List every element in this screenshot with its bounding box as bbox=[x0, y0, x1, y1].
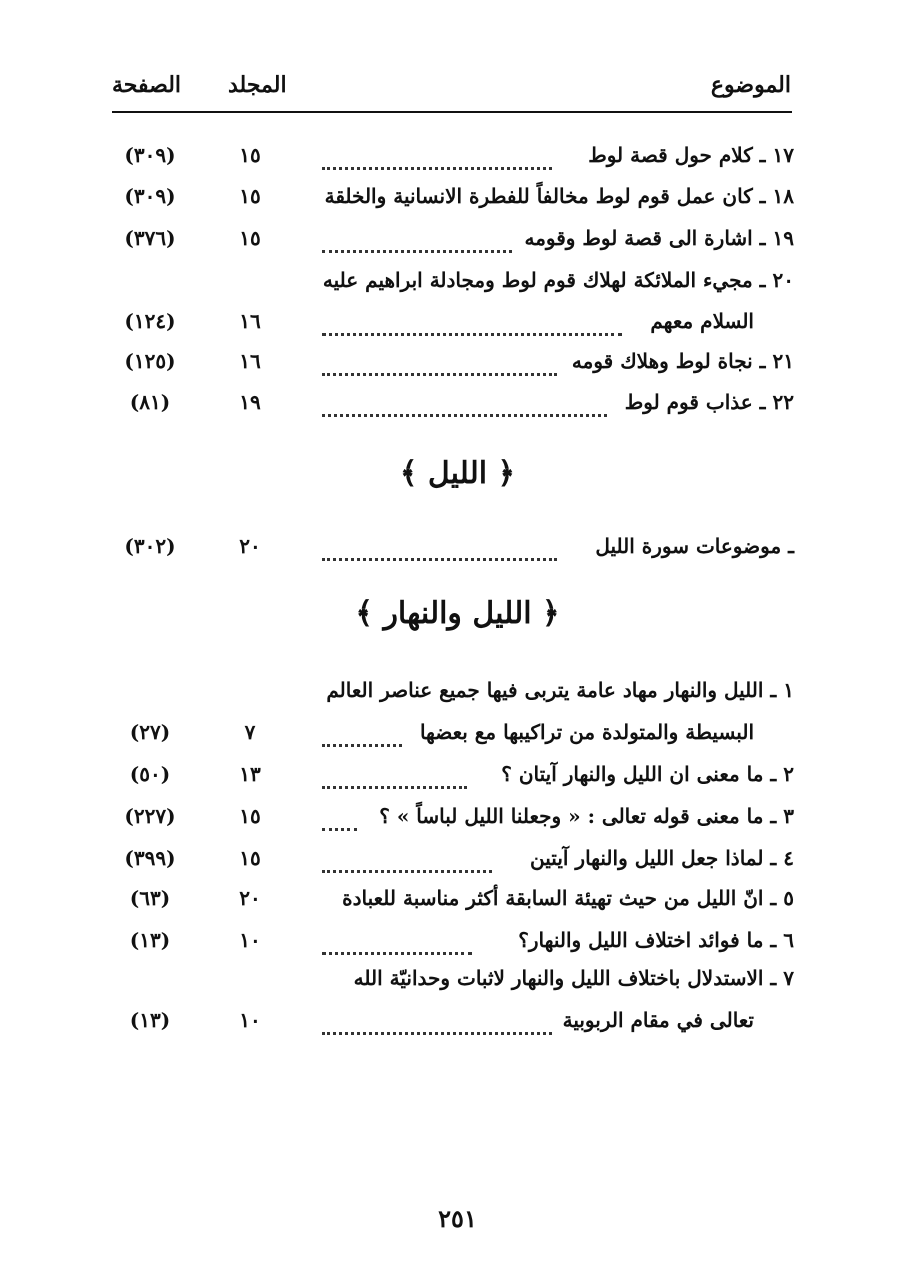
entry-page: (٥٠) bbox=[129, 762, 171, 786]
entry-page: (٣٩٩) bbox=[124, 846, 176, 870]
entry-text: تعالى في مقام الربوبية bbox=[562, 1008, 754, 1032]
entry-page: (٣٧٦) bbox=[124, 226, 176, 250]
index-row bbox=[110, 349, 794, 385]
entry-volume: ١٦ bbox=[239, 309, 261, 333]
entry-page: (٢٧) bbox=[129, 720, 171, 744]
entry-volume: ١٥ bbox=[239, 846, 261, 870]
entry-text: ـ موضوعات سورة الليل bbox=[595, 534, 794, 558]
index-row bbox=[110, 1008, 794, 1044]
index-row bbox=[110, 143, 794, 179]
entry-volume: ١٩ bbox=[239, 390, 261, 414]
header-rule bbox=[112, 111, 792, 113]
entry-text: ٧ ـ الاستدلال باختلاف الليل والنهار لاثبات وحدانيّة الله bbox=[353, 966, 794, 990]
index-row bbox=[110, 928, 794, 964]
entry-volume: ١٦ bbox=[239, 349, 261, 373]
index-row bbox=[110, 804, 794, 840]
entry-text: ٢ ـ ما معنى ان الليل والنهار آيتان ؟ bbox=[501, 762, 794, 786]
index-row bbox=[110, 846, 794, 882]
leader-dots bbox=[322, 558, 557, 561]
leader-dots bbox=[322, 952, 472, 955]
column-header-page: الصفحة bbox=[112, 72, 182, 98]
entry-text: السلام معهم bbox=[650, 309, 754, 333]
section-title-layl: ﴿ الليل ﴾ bbox=[399, 456, 516, 491]
leader-dots bbox=[322, 870, 492, 873]
entry-text: ١٧ ـ كلام حول قصة لوط bbox=[588, 143, 794, 167]
entry-page: (٣٠٩) bbox=[124, 143, 176, 167]
entry-text: ٦ ـ ما فوائد اختلاف الليل والنهار؟ bbox=[518, 928, 794, 952]
entry-text: ٥ ـ انّ الليل من حيث تهيئة السابقة أكثر مناسبة للعبادة bbox=[342, 886, 794, 910]
index-row bbox=[110, 268, 794, 304]
entry-text: ١٨ ـ كان عمل قوم لوط مخالفاً للفطرة الانسانية والخلقة bbox=[324, 184, 794, 208]
index-row bbox=[110, 309, 794, 345]
entry-volume: ٢٠ bbox=[239, 534, 261, 558]
entry-volume: ١٥ bbox=[239, 226, 261, 250]
entry-page: (١٣) bbox=[129, 928, 171, 952]
entry-page: (٨١) bbox=[129, 390, 171, 414]
entry-page: (١٢٥) bbox=[124, 349, 176, 373]
leader-dots bbox=[322, 250, 512, 253]
entry-text: ٢١ ـ نجاة لوط وهلاك قومه bbox=[571, 349, 794, 373]
entry-page: (٦٣) bbox=[129, 886, 171, 910]
index-row bbox=[110, 966, 794, 1002]
entry-text: البسيطة والمتولدة من تراكيبها مع بعضها bbox=[419, 720, 754, 744]
section-title-layl-nahar: ﴿ الليل والنهار ﴾ bbox=[355, 596, 560, 631]
entry-text: ٣ ـ ما معنى قوله تعالى : « وجعلنا الليل لباساً » ؟ bbox=[379, 804, 794, 828]
index-row bbox=[110, 390, 794, 426]
index-row bbox=[110, 762, 794, 798]
entry-volume: ١٠ bbox=[239, 928, 261, 952]
leader-dots bbox=[322, 828, 357, 831]
index-row bbox=[110, 720, 794, 756]
leader-dots bbox=[322, 744, 402, 747]
entry-volume: ١٠ bbox=[239, 1008, 261, 1032]
leader-dots bbox=[322, 373, 557, 376]
entry-page: (١٣) bbox=[129, 1008, 171, 1032]
entry-page: (٢٢٧) bbox=[124, 804, 176, 828]
entry-text: ١ ـ الليل والنهار مهاد عامة يتربى فيها جميع عناصر العالم bbox=[326, 678, 794, 702]
entry-volume: ١٥ bbox=[239, 804, 261, 828]
entry-page: (٣٠٢) bbox=[124, 534, 176, 558]
entry-text: ٢٢ ـ عذاب قوم لوط bbox=[624, 390, 794, 414]
column-header-volume: المجلد bbox=[228, 72, 287, 98]
index-row bbox=[110, 534, 794, 570]
index-row bbox=[110, 184, 794, 220]
entry-text: ٢٠ ـ مجيء الملائكة لهلاك قوم لوط ومجادلة ابراهيم عليه bbox=[322, 268, 794, 292]
leader-dots bbox=[322, 786, 467, 789]
index-row bbox=[110, 678, 794, 714]
entry-page: (٣٠٩) bbox=[124, 184, 176, 208]
column-header-topic: الموضوع bbox=[710, 72, 791, 98]
page-number: ٢٥١ bbox=[438, 1204, 477, 1233]
entry-text: ١٩ ـ اشارة الى قصة لوط وقومه bbox=[524, 226, 794, 250]
index-row bbox=[110, 886, 794, 922]
entry-volume: ١٣ bbox=[239, 762, 261, 786]
entry-volume: ١٥ bbox=[239, 143, 261, 167]
entry-volume: ٧ bbox=[244, 720, 256, 744]
leader-dots bbox=[322, 333, 622, 336]
entry-volume: ١٥ bbox=[239, 184, 261, 208]
index-row bbox=[110, 226, 794, 262]
entry-text: ٤ ـ لماذا جعل الليل والنهار آيتين bbox=[530, 846, 794, 870]
leader-dots bbox=[322, 414, 607, 417]
leader-dots bbox=[322, 1032, 552, 1035]
entry-volume: ٢٠ bbox=[239, 886, 261, 910]
leader-dots bbox=[322, 167, 552, 170]
entry-page: (١٢٤) bbox=[124, 309, 176, 333]
